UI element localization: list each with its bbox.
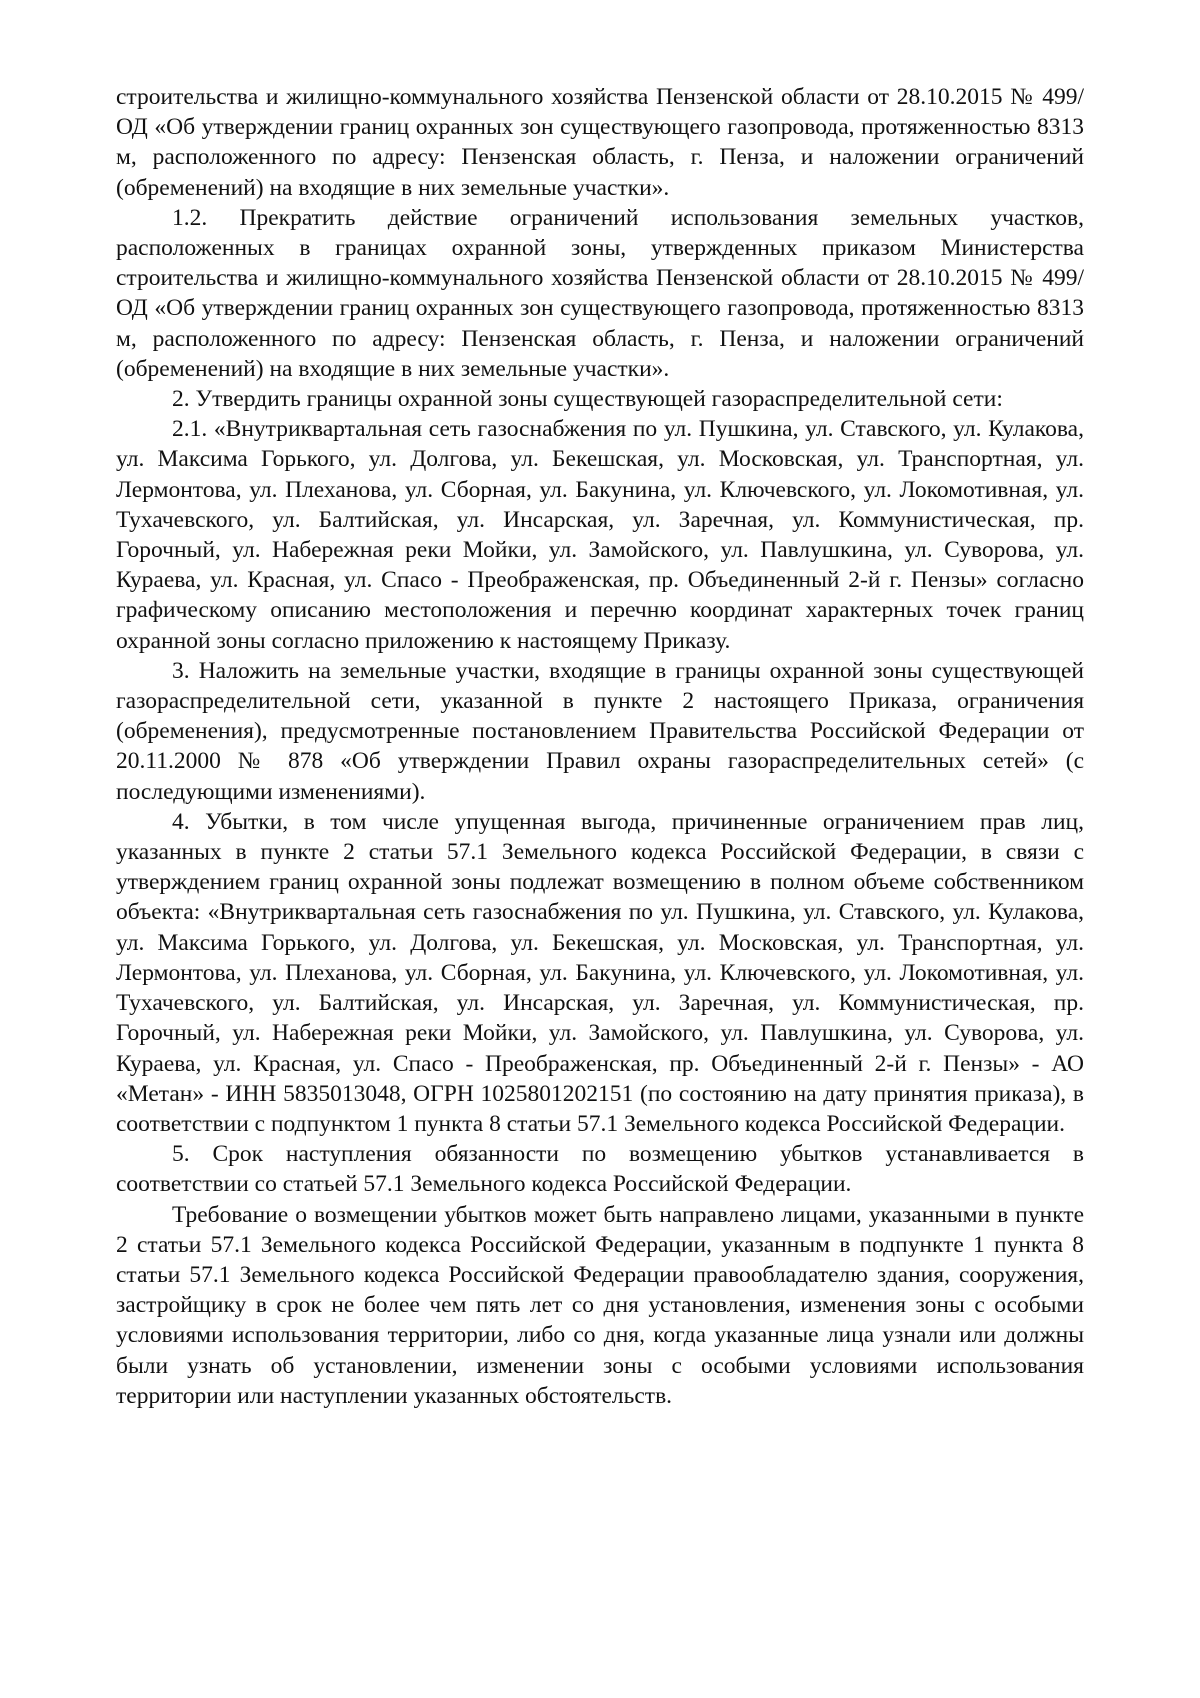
paragraph-1-2: 1.2. Прекратить действие ограничений использования земельных участков, расположенных в границах охранной зоны, утвержденных приказом Министерства строительства и жилищно-коммунального хозяйства Пензенской области от 28.10.2015 № 499/ОД «Об утверждении границ охранных зон существующего газопровода, протяженностью 8313 м, расположенного по адресу: Пензенская область, г. Пенза, и наложении ограничений (обременений) на входящие в них земельные участки». (116, 204, 1084, 382)
paragraph-continuation: строительства и жилищно-коммунального хозяйства Пензенской области от 28.10.2015 № 499/ОД «Об утверждении границ охранных зон существующего газопровода, протяженностью 8313 м, расположенного по адресу: Пензенская область, г. Пенза, и наложении ограничений (обременений) на входящие в них земельные участки». (116, 84, 1084, 201)
paragraph-3: 3. Наложить на земельные участки, входящие в границы охранной зоны существующей газораспределительной сети, указанной в пункте 2 настоящего Приказа, ограничения (обременения), предусмотренные постановлением Правительства Российской Федерации от 20.11.2000 № 878 «Об утверждении Правил охраны газораспределительных сетей» (с последующими изменениями). (116, 657, 1084, 805)
paragraph-5: 5. Срок наступления обязанности по возмещению убытков устанавливается в соответствии со статьей 57.1 Земельного кодекса Российской Федерации. (116, 1141, 1084, 1198)
paragraph-damages-claim: Требование о возмещении убытков может быть направлено лицами, указанными в пункте 2 статьи 57.1 Земельного кодекса Российской Федерации, указанным в подпункте 1 пункта 8 статьи 57.1 Земельного кодекса Российской Федерации правообладателю здания, сооружения, застройщику в срок не более чем пять лет со дня установления, изменения зоны с особыми условиями использования территории, либо со дня, когда указанные лица узнали или должны были узнать об установлении, изменении зоны с особыми условиями использования территории или наступлении указанных обстоятельств. (116, 1201, 1084, 1409)
paragraph-2: 2. Утвердить границы охранной зоны существующей газораспределительной сети: (172, 386, 1003, 413)
document-page (116, 82, 1084, 1411)
paragraph-2-1: 2.1. «Внутриквартальная сеть газоснабжения по ул. Пушкина, ул. Ставского, ул. Кулакова, ул. Максима Горького, ул. Долгова, ул. Бекешская, ул. Московская, ул. Транспортная, ул. Лермонтова, ул. Плеханова, ул. Сборная, ул. Бакунина, ул. Ключевского, ул. Локомотивная, ул. Тухачевского, ул. Балтийская, ул. Инсарская, ул. Заречная, ул. Коммунистическая, пр. Горочный, ул. Набережная реки Мойки, ул. Замойского, ул. Павлушкина, ул. Суворова, ул. Кураева, ул. Красная, ул. Спасо - Преображенская, пр. Объединенный 2-й г. Пензы» согласно графическому описанию местоположения и перечню координат характерных точек границ охранной зоны согласно приложению к настоящему Приказу. (116, 416, 1084, 654)
paragraph-4: 4. Убытки, в том числе упущенная выгода, причиненные ограничением прав лиц, указанных в пункте 2 статьи 57.1 Земельного кодекса Российской Федерации, в связи с утверждением границ охранной зоны подлежат возмещению в полном объеме собственником объекта: «Внутриквартальная сеть газоснабжения по ул. Пушкина, ул. Ставского, ул. Кулакова, ул. Максима Горького, ул. Долгова, ул. Бекешская, ул. Московская, ул. Транспортная, ул. Лермонтова, ул. Плеханова, ул. Сборная, ул. Бакунина, ул. Ключевского, ул. Локомотивная, ул. Тухачевского, ул. Балтийская, ул. Инсарская, ул. Заречная, ул. Коммунистическая, пр. Горочный, ул. Набережная реки Мойки, ул. Замойского, ул. Павлушкина, ул. Суворова, ул. Кураева, ул. Красная, ул. Спасо - Преображенская, пр. Объединенный 2-й г. Пензы» - АО «Метан» - ИНН 5835013048, ОГРН 1025801202151 (по состоянию на дату принятия приказа), в соответствии с подпунктом 1 пункта 8 статьи 57.1 Земельного кодекса Российской Федерации. (116, 808, 1084, 1137)
